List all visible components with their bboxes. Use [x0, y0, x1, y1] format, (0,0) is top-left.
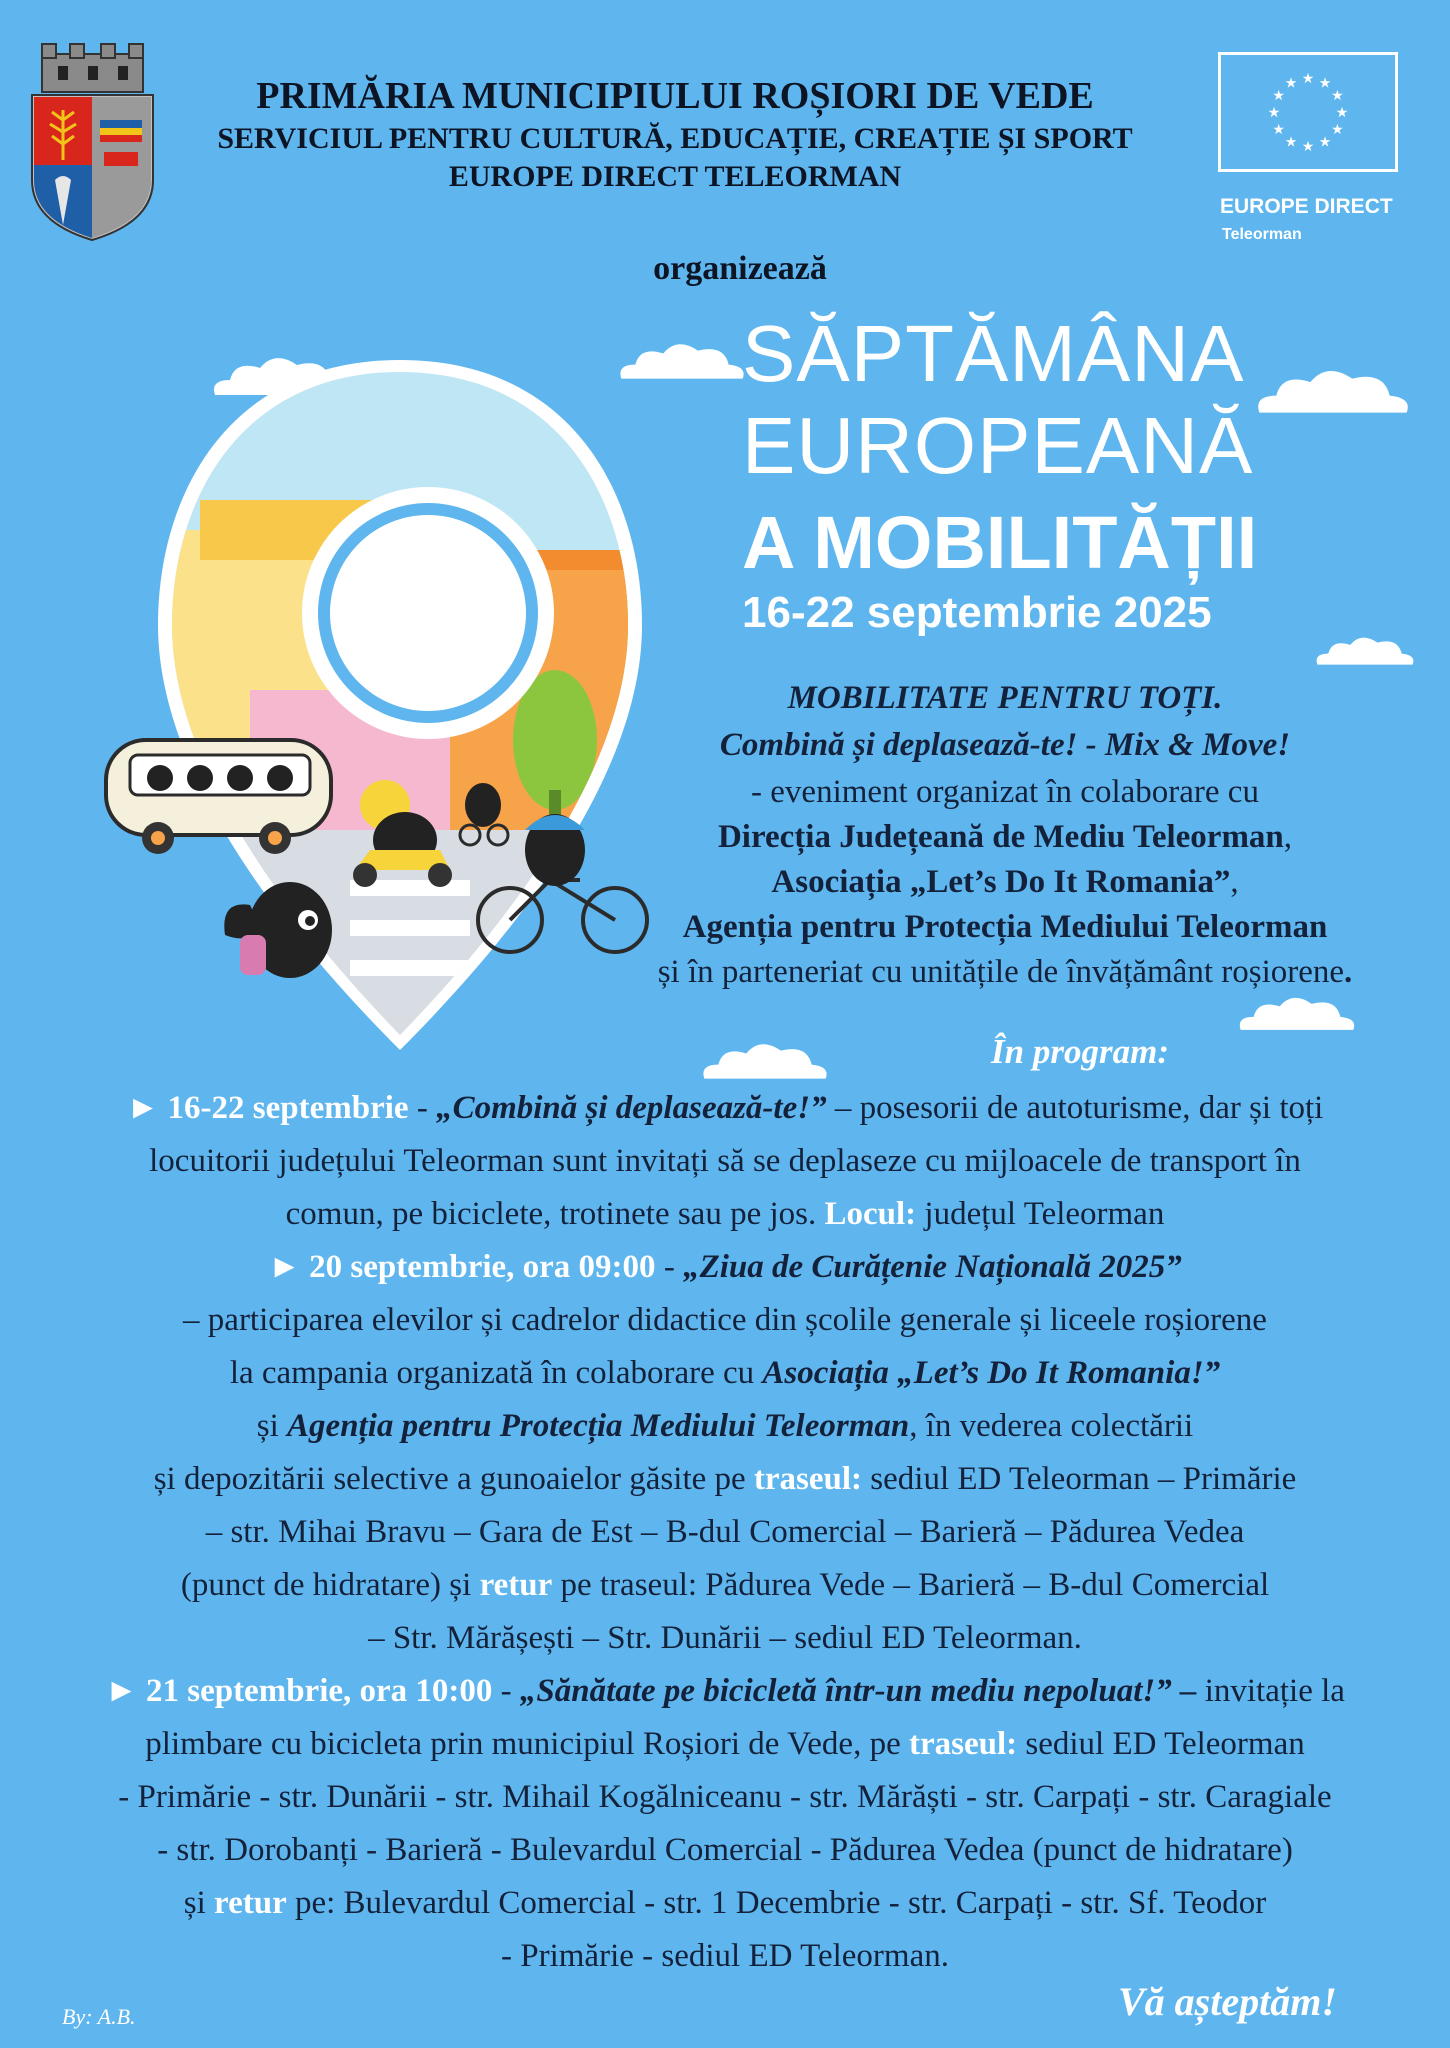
cloud-icon — [1248, 360, 1418, 420]
eu-star-icon: ★ — [1267, 105, 1281, 121]
program-heading: În program: — [991, 1032, 1169, 1071]
eu-brand-label: EUROPE DIRECT — [1220, 195, 1393, 218]
program-text: - Primărie - sediul ED Teleorman. — [501, 1938, 949, 1974]
title-line-1: SĂPTĂMÂNA — [742, 309, 1245, 398]
program-text: plimbare cu bicicleta prin municipiul Roșiori de Vede, pe traseul: sediul ED Teleorman — [145, 1726, 1305, 1762]
walker-icon — [224, 882, 332, 978]
eu-star-icon: ★ — [1284, 75, 1298, 92]
intro-partner: Agenția pentru Protecția Mediului Teleorman — [682, 909, 1328, 945]
eu-star-icon: ★ — [1301, 71, 1315, 87]
program-text: (punct de hidratare) și retur pe traseul: Pădurea Vede – Barieră – B-dul Comercial — [180, 1567, 1270, 1603]
header-title: PRIMĂRIA MUNICIPIULUI ROȘIORI DE VEDE — [256, 75, 1094, 117]
program-text: locuitorii județului Teleorman sunt invitați să se deplaseze cu mijloacele de transport în — [149, 1143, 1301, 1179]
eu-star-icon: ★ — [1331, 122, 1344, 138]
eu-star-icon: ★ — [1318, 134, 1332, 151]
intro-slogan: MOBILITATE PENTRU TOȚI. — [787, 680, 1223, 716]
coat-of-arms-logo — [30, 40, 155, 245]
program-text: la campania organizată în colaborare cu Asociația „Let’s Do It Romania!” — [229, 1355, 1221, 1391]
eu-star-icon: ★ — [1272, 122, 1285, 138]
program-text: și retur pe: Bulevardul Comercial - str. 1 Decembrie - str. Carpați - str. Sf. Teodor — [183, 1885, 1267, 1921]
program-item-3: ► 21 septembrie, ora 10:00 - „Sănătate pe bicicletă într-un mediu nepoluat!” – invitație la — [105, 1673, 1345, 1709]
program-text: – participarea elevilor și cadrelor didactice din școlile generale și liceele roșiorene — [183, 1302, 1267, 1338]
header-subtitle: SERVICIUL PENTRU CULTURĂ, EDUCAȚIE, CREAȚIE ȘI SPORT — [217, 122, 1133, 155]
intro-line: - eveniment organizat în colaborare cu — [751, 774, 1259, 810]
eu-star-icon: ★ — [1301, 139, 1315, 155]
intro-partner: Direcția Județeană de Mediu Teleorman, — [717, 819, 1293, 855]
program-text: – str. Mihai Bravu – Gara de Est – B-dul Comercial – Barieră – Pădurea Vedea — [205, 1514, 1245, 1550]
eu-sub-label: Teleorman — [1222, 226, 1302, 243]
event-dates: 16-22 septembrie 2025 — [742, 588, 1212, 637]
cloud-icon — [1310, 630, 1420, 670]
intro-motto: Combină și deplasează-te! - Mix & Move! — [719, 727, 1291, 763]
program-text: – Str. Mărășești – Str. Dunării – sediul ED Teleorman. — [368, 1620, 1082, 1656]
eu-star-icon: ★ — [1284, 134, 1298, 151]
title-line-2: EUROPEANĂ — [742, 401, 1254, 490]
organizes-label: organizează — [653, 250, 827, 287]
intro-partner: Asociația „Let’s Do It Romania”, — [771, 864, 1239, 900]
program-text: - str. Dorobanți - Barieră - Bulevardul Comercial - Pădurea Vedea (punct de hidratare) — [157, 1832, 1293, 1868]
eu-star-icon: ★ — [1335, 105, 1349, 121]
author-signature: By: A.B. — [62, 2004, 136, 2029]
eu-star-icon: ★ — [1331, 88, 1344, 104]
intro-line: și în parteneriat cu unitățile de învățământ roșiorene. — [657, 954, 1353, 990]
program-text: și depozitării selective a gunoaielor găsite pe traseul: sediul ED Teleorman – Primărie — [153, 1461, 1297, 1497]
closing-message: Vă așteptăm! — [1118, 1979, 1337, 2024]
title-line-3: A MOBILITĂȚII — [742, 501, 1258, 584]
eu-flag-logo — [1218, 52, 1398, 172]
program-item-2: ► 20 septembrie, ora 09:00 - „Ziua de Curățenie Națională 2025” — [268, 1249, 1182, 1285]
pin-year: 2025 — [343, 560, 517, 649]
program-item-1: ► 16-22 septembrie - „Combină și deplasează-te!” – posesorii de autoturisme, dar și toți — [126, 1090, 1324, 1126]
cloud-icon — [1232, 990, 1362, 1035]
eu-star-icon: ★ — [1318, 75, 1332, 92]
program-text: comun, pe biciclete, trotinete sau pe jos. Locul: județul Teleorman — [285, 1196, 1165, 1232]
header-organization: EUROPE DIRECT TELEORMAN — [448, 160, 902, 193]
eu-star-icon: ★ — [1272, 88, 1285, 104]
program-text: și Agenția pentru Protecția Mediului Teleorman, în vederea colectării — [256, 1408, 1194, 1444]
program-text: - Primărie - str. Dunării - str. Mihail Kogălniceanu - str. Mărăști - str. Carpați - str. Caragiale — [118, 1779, 1332, 1815]
